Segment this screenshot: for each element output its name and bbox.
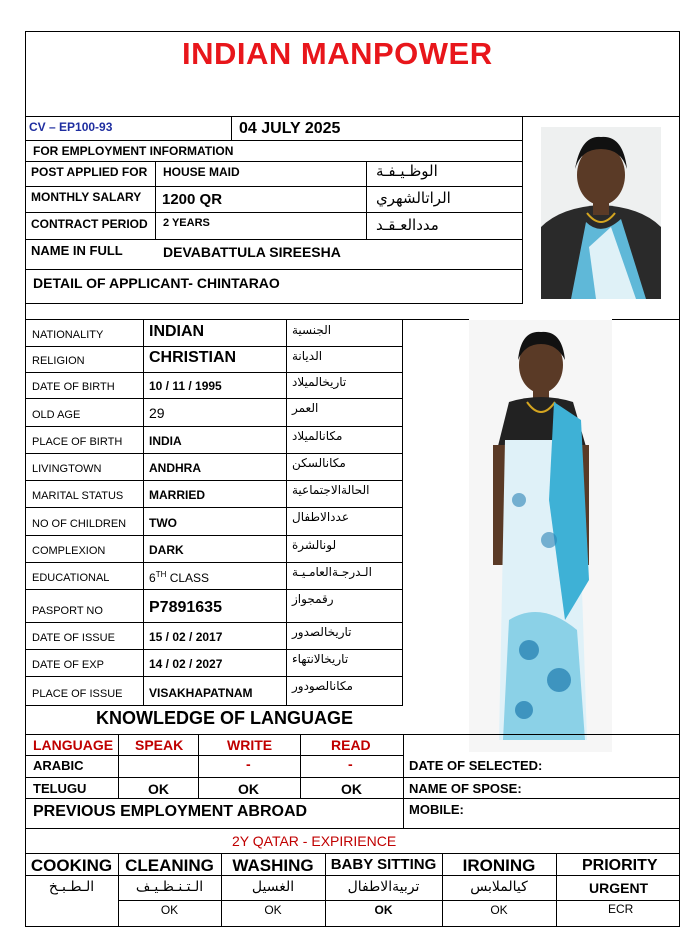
row-divider xyxy=(25,426,403,427)
language-heading: KNOWLEDGE OF LANGUAGE xyxy=(96,708,353,728)
detail-arabic: رقمجواز xyxy=(292,592,334,606)
col-divider xyxy=(118,734,119,798)
name-of-spouse-label: NAME OF SPOSE: xyxy=(409,781,522,796)
detail-label: OLD AGE xyxy=(32,409,81,421)
section-divider xyxy=(612,319,680,320)
col-divider xyxy=(231,116,232,140)
detail-label: MARITAL STATUS xyxy=(32,490,124,502)
row-divider xyxy=(25,875,680,876)
row-divider xyxy=(25,480,403,481)
section-divider xyxy=(25,705,403,706)
detail-label: PASPORT NO xyxy=(32,605,103,617)
detail-arabic: مكانالصودور xyxy=(292,679,353,693)
row-divider xyxy=(25,589,403,590)
language-row-arabic: ARABIC xyxy=(33,758,84,773)
full-length-photo xyxy=(469,320,612,752)
portrait-photo xyxy=(541,127,661,299)
row-divider xyxy=(25,186,523,187)
salary-label: MONTHLY SALARY xyxy=(31,190,142,204)
post-label: POST APPLIED FOR xyxy=(31,165,148,179)
skill-name: WASHING xyxy=(232,856,314,875)
skill-value: OK xyxy=(160,903,179,917)
detail-value: INDIAN xyxy=(149,323,205,340)
detail-arabic: تاريخالصدور xyxy=(292,625,352,639)
row-divider xyxy=(25,755,403,756)
language-header-write: WRITE xyxy=(227,737,273,753)
row-divider xyxy=(25,507,403,508)
salary-arabic: الراتالشهري xyxy=(376,189,451,207)
language-header-speak: SPEAK xyxy=(135,737,184,753)
detail-label: COMPLEXION xyxy=(32,545,106,557)
contract-value: 2 YEARS xyxy=(163,217,210,229)
skill-name: IRONING xyxy=(462,856,536,875)
detail-arabic: الحالةالاجتماعية xyxy=(292,483,370,497)
row-divider xyxy=(25,239,523,240)
employment-info-label: FOR EMPLOYMENT INFORMATION xyxy=(33,144,234,158)
detail-value: MARRIED xyxy=(149,488,205,502)
post-value: HOUSE MAID xyxy=(163,165,240,179)
telugu-read: OK xyxy=(341,781,362,797)
col-divider xyxy=(155,161,156,240)
previous-employment-heading: PREVIOUS EMPLOYMENT ABROAD xyxy=(33,803,308,820)
detail-label: DATE OF BIRTH xyxy=(32,381,115,393)
detail-label: LIVINGTOWN xyxy=(32,463,102,475)
detail-arabic: الـدرجـةالعامـيـة xyxy=(292,565,372,579)
priority-extra: ECR xyxy=(608,902,634,916)
detail-label: DATE OF ISSUE xyxy=(32,632,115,644)
contract-label: CONTRACT PERIOD xyxy=(31,217,148,231)
skill-value: OK xyxy=(264,903,282,917)
section-divider xyxy=(25,828,680,829)
row-divider xyxy=(25,398,403,399)
detail-arabic: العمر xyxy=(292,401,319,415)
detail-value: 15 / 02 / 2017 xyxy=(149,630,223,644)
detail-value: 29 xyxy=(149,405,165,421)
row-divider xyxy=(25,372,403,373)
detail-value: CHRISTIAN xyxy=(149,349,237,366)
row-divider xyxy=(25,140,523,141)
language-row-telugu: TELUGU xyxy=(33,781,87,796)
row-divider xyxy=(25,346,403,347)
detail-arabic: مكانالميلاد xyxy=(292,429,343,443)
skill-arabic: الـتـنـظـيـف xyxy=(135,879,204,895)
skill-arabic: الـطـبـخ xyxy=(48,879,95,895)
applicant-detail: DETAIL OF APPLICANT- CHINTARAO xyxy=(33,275,280,291)
detail-label: NO OF CHILDREN xyxy=(32,518,127,530)
detail-label: EDUCATIONAL xyxy=(32,572,110,584)
row-divider xyxy=(25,676,403,677)
skill-name: CLEANING xyxy=(125,856,214,875)
detail-value xyxy=(149,571,209,584)
detail-value-number: 6 xyxy=(149,571,156,585)
col-divider xyxy=(300,734,301,798)
detail-arabic: تاريخالانتهاء xyxy=(292,652,349,666)
detail-value: TWO xyxy=(149,516,177,530)
contract-arabic: مددالعـقـد xyxy=(376,216,439,234)
detail-label: DATE OF EXP xyxy=(32,659,104,671)
detail-value: 14 / 02 / 2027 xyxy=(149,657,223,671)
row-divider xyxy=(25,212,523,213)
mobile-label: MOBILE: xyxy=(409,802,464,817)
skill-value: OK xyxy=(490,903,508,917)
priority-value: URGENT xyxy=(589,880,649,896)
language-header-language: LANGUAGE xyxy=(33,737,114,753)
row-divider xyxy=(25,777,680,778)
cv-date: 04 JULY 2025 xyxy=(239,120,341,137)
experience-text: 2Y QATAR - EXPIRIENCE xyxy=(232,833,397,849)
col-divider xyxy=(403,734,404,828)
detail-label: NATIONALITY xyxy=(32,329,104,341)
row-divider xyxy=(25,798,680,799)
section-divider xyxy=(25,734,680,735)
detail-value: DARK xyxy=(149,543,184,557)
row-divider xyxy=(25,303,523,304)
detail-arabic: عددالاطفال xyxy=(292,510,349,524)
detail-value: INDIA xyxy=(149,434,182,448)
page-title: INDIAN MANPOWER xyxy=(182,36,493,71)
row-divider xyxy=(25,622,403,623)
col-divider xyxy=(556,853,557,927)
date-of-selected-label: DATE OF SELECTED: xyxy=(409,758,543,773)
skill-value: OK xyxy=(374,903,393,917)
skill-arabic: كيالملابس xyxy=(470,879,528,895)
priority-label: PRIORITY xyxy=(582,857,658,874)
arabic-write: - xyxy=(246,756,251,772)
detail-label: RELIGION xyxy=(32,355,85,367)
name-label: NAME IN FULL xyxy=(31,243,123,258)
detail-arabic: تاريخالميلاد xyxy=(292,375,347,389)
row-divider xyxy=(25,535,403,536)
detail-label: PLACE OF ISSUE xyxy=(32,688,123,700)
skill-name: BABY SITTING xyxy=(330,856,437,873)
row-divider xyxy=(25,161,523,162)
detail-arabic: الجنسية xyxy=(292,323,332,337)
row-divider xyxy=(25,649,403,650)
detail-arabic: لونالشرة xyxy=(292,538,337,552)
detail-value-rest: CLASS xyxy=(166,571,210,585)
skill-name: COOKING xyxy=(30,856,113,875)
skill-arabic: تربيةالاطفال xyxy=(347,879,420,895)
skill-arabic: الغسيل xyxy=(251,879,295,895)
detail-value: 10 / 11 / 1995 xyxy=(149,379,222,393)
detail-arabic: الديانة xyxy=(292,349,323,363)
col-divider xyxy=(366,161,367,240)
post-arabic: الوظـيـفـة xyxy=(376,162,438,180)
row-divider xyxy=(118,900,680,901)
arabic-read: - xyxy=(348,756,353,772)
row-divider xyxy=(25,453,403,454)
row-divider xyxy=(25,562,403,563)
name-value: DEVABATTULA SIREESHA xyxy=(163,244,341,260)
detail-arabic: مكانالسكن xyxy=(292,456,346,470)
detail-value: ANDHRA xyxy=(149,461,201,475)
salary-value: 1200 QR xyxy=(162,191,223,208)
detail-value: P7891635 xyxy=(149,599,222,616)
language-header-read: READ xyxy=(331,737,371,753)
detail-label: PLACE OF BIRTH xyxy=(32,436,123,448)
section-divider xyxy=(25,853,680,854)
cv-number: CV – EP100-93 xyxy=(29,120,113,134)
telugu-speak: OK xyxy=(148,781,169,797)
telugu-write: OK xyxy=(238,781,259,797)
col-divider xyxy=(198,734,199,798)
detail-value-suffix: TH xyxy=(155,570,167,579)
row-divider xyxy=(25,269,523,270)
detail-value: VISAKHAPATNAM xyxy=(149,686,253,700)
